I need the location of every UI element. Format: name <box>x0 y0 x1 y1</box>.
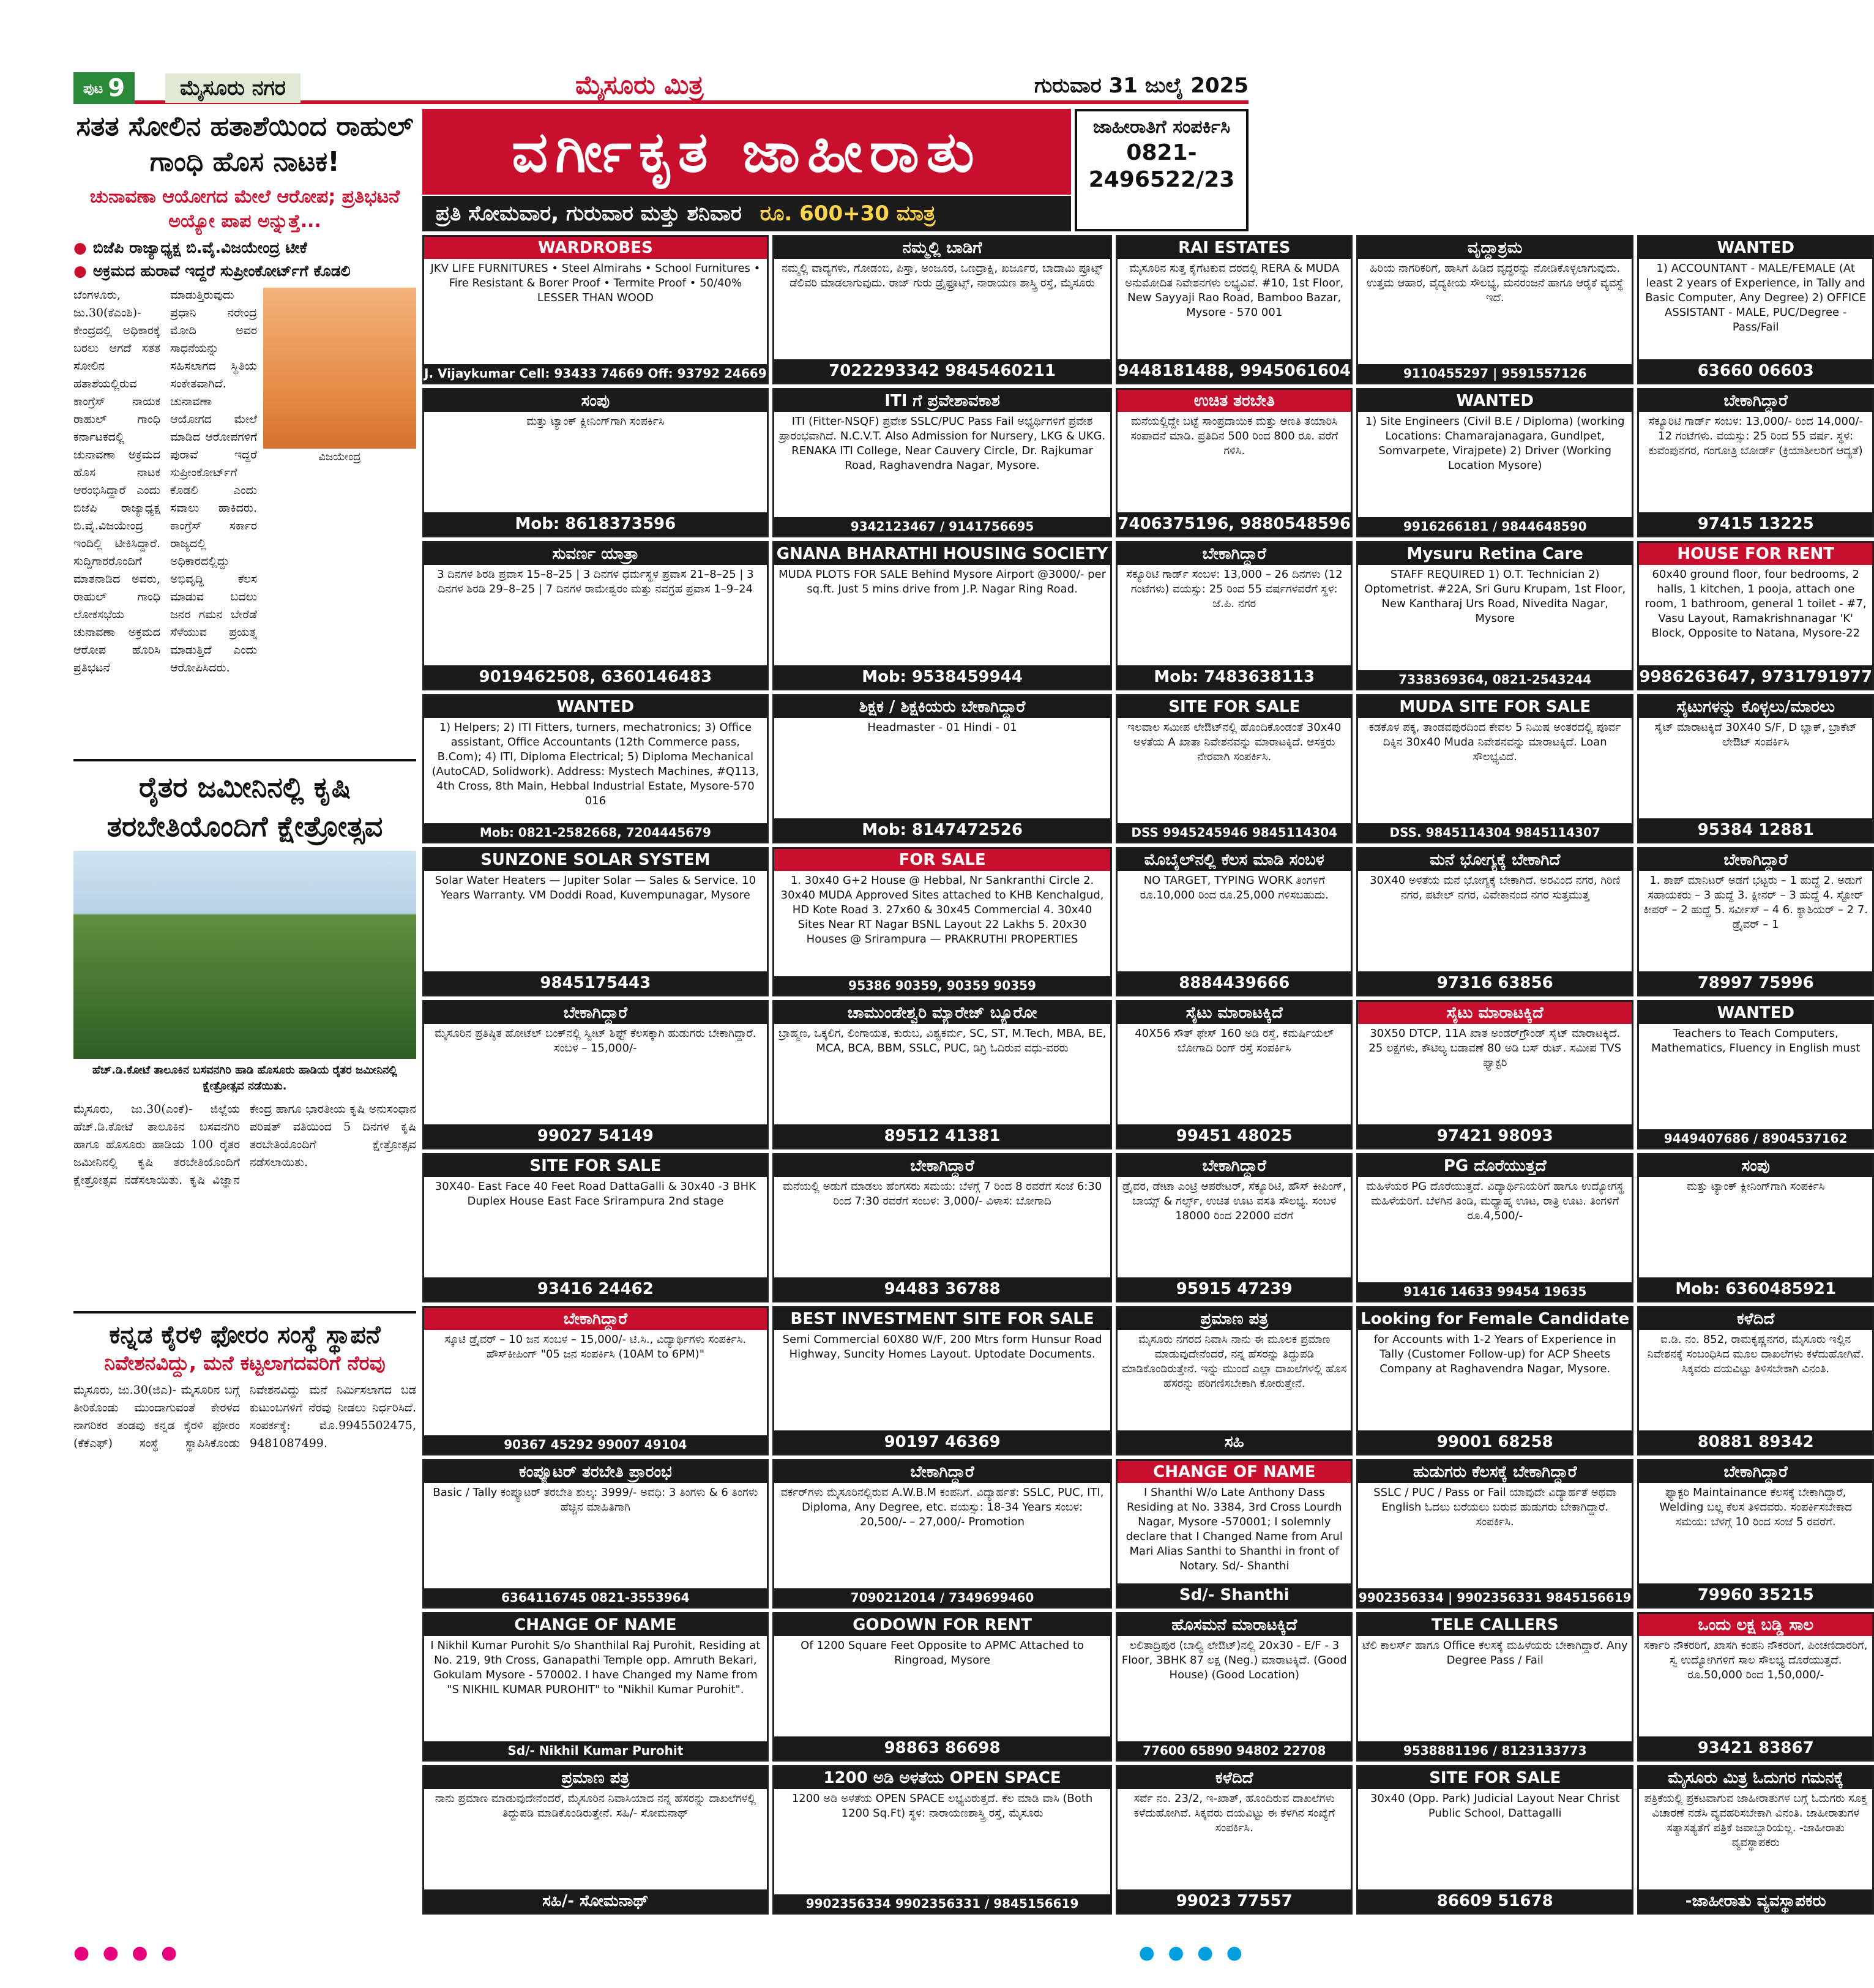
classified-ad <box>422 1612 769 1762</box>
ad-title: ಬೇಕಾಗಿದ್ದಾರೆ <box>1639 1461 1872 1483</box>
ad-phone: 63660 06603 <box>1639 359 1872 383</box>
ad-body: 1200 ಅಡಿ ಅಳತೆಯ OPEN SPACE ಲಭ್ಯವಿರುತ್ತದೆ. ಕೆಲ ಮಾಡಿ ವಾಸಿ (Both 1200 Sq.Ft) ಸ್ಥಳ: ನಾರಾಯಣಶಾಸ್ತ್ರಿ ರಸ್ತೆ, ಮೈಸೂರು <box>791 1792 1093 1820</box>
ad-title: ಚಾಮುಂಡೇಶ್ವರಿ ಮ್ಯಾರೇಜ್ ಬ್ಯೂರೋ <box>774 1002 1111 1024</box>
ad-phone: 9110455297 | 9591557126 <box>1358 364 1632 383</box>
ad-phone: 77600 65890 94802 22708 <box>1118 1741 1351 1760</box>
ad-title: ಬೇಕಾಗಿದ್ದಾರೆ <box>774 1461 1111 1483</box>
ad-body: ಮತ್ತು ಟ್ಯಾಂಕ್ ಕ್ಲೀನಿಂಗ್‌ಗಾಗಿ ಸಂಪರ್ಕಿಸಿ <box>1687 1180 1825 1193</box>
classified-ad <box>772 694 1113 843</box>
classified-ad <box>772 1000 1113 1149</box>
ad-body: ITI (Fitter-NSQF) ಪ್ರವೇಶ SSLC/PUC Pass Fail ಅಭ್ಯರ್ಥಿಗಳಿಗೆ ಪ್ರವೇಶ ಪ್ರಾರಂಭವಾಗಿದೆ. N.C.V.T. Also Admission for Nursery, LKG & UKG. RENAKA ITI College, Near Cauvery Circle, Dr. Rajkumar Road, Raghavendra Nagar, Mysore. <box>778 415 1106 472</box>
ad-phone: 95386 90359, 90359 90359 <box>774 976 1111 995</box>
ad-body: 30X50 DTCP, 11A ಖಾತ ಅಂಡರ್‌ಗ್ರೌಂಡ್ ಸೈಟ್ ಮಾರಾಟಕ್ಕಿದೆ. 25 ಲಕ್ಷಗಳು, ಕೌಟಿಲ್ಯ ಬಡಾವಣೆ 80 ಅಡಿ ಬಸ್ ರುಟ್. ಸಮೀಪ TVS ಫ್ಯಾಕ್ಟರಿ <box>1368 1027 1622 1069</box>
story1-photo <box>263 288 416 465</box>
ad-phone: 78997 75996 <box>1639 971 1872 995</box>
ad-body: ಕಡಕೊಳ ಪಕ್ಕ, ತಾಂಡವಪುರದಿಂದ ಕೇವಲ 5 ನಿಮಿಷ ಅಂತರದಲ್ಲಿ ಪೂರ್ವ ದಿಕ್ಕಿನ 30x40 Muda ನಿವೇಶನವನ್ನು ಮಾರಾಟಕ್ಕಿದೆ. Loan ಸೌಲಭ್ಯವಿದೆ. <box>1368 721 1621 763</box>
ad-body: ಸ್ಕೂಟಿ ಡ್ರೈವರ್ – 10 ಜನ ಸಂಬಳ – 15,000/- ಟಿ.ಸಿ., ವಿದ್ಯಾರ್ಥಿಗಳು ಸಂಪರ್ಕಿಸಿ. ಹೌಸ್‌ಕೀಪಿಂಗ್ "05 ಜನ ಸಂಪರ್ಕಿಸಿ (10AM to 6PM)" <box>444 1333 747 1361</box>
ad-body: for Accounts with 1-2 Years of Experience in Tally (Customer Follow-up) for ACP Sheets Company at Raghavendra Nagar, Mysore. <box>1373 1333 1616 1375</box>
ad-phone: 97316 63856 <box>1358 971 1632 995</box>
ad-phone: 95915 47239 <box>1118 1277 1351 1301</box>
ad-phone: 94483 36788 <box>774 1277 1111 1301</box>
ad-phone: 89512 41381 <box>774 1124 1111 1148</box>
ad-title: ಸೈಟು ಮಾರಾಟಕ್ಕಿದೆ <box>1118 1002 1351 1024</box>
ad-phone: Mob: 8147472526 <box>774 818 1111 842</box>
ad-phone: 99027 54149 <box>424 1124 767 1148</box>
classified-ad <box>1637 1459 1874 1609</box>
classified-ad <box>1116 1000 1353 1149</box>
classified-ad <box>1637 388 1874 537</box>
ad-body: 1) ACCOUNTANT - MALE/FEMALE (At least 2 years of Experience, in Tally and Basic Computer, Any Degree) 2) OFFICE ASSISTANT - MALE, PUC/Degree - Pass/Fail <box>1645 262 1867 334</box>
story3-body: ಮೈಸೂರು, ಜು.30(ಜಿಎ)- ಮೈಸೂರಿನ ಬಗ್ಗೆ ತೀರಿಕೊಂಡು ಮುಂದಾಗುವಂತೆ ಕೇರಳದ ನಾಗರಿಕರ ತಂಡವು ಕನ್ನಡ ಕೈರಳಿ ಫೋರಂ (ಕೆಕೆಎಫ್) ಸಂಸ್ಥೆ ಸ್ಥಾಪಿಸಿಕೊಂಡು ನಿವೇಶನವಿದ್ದು ಮನೆ ನಿರ್ಮಿಸಲಾಗದ ಬಡ ಕುಟುಂಬಗಳಿಗೆ ನೆರವು ನೀಡಲು ನಿರ್ಧರಿಸಿದೆ. ಸಂಪರ್ಕಕ್ಕೆ: ಮೊ.9945502475, 9481087499. <box>73 1383 416 1450</box>
classified-ad <box>1356 694 1633 843</box>
ad-phone: 95384 12881 <box>1639 818 1872 842</box>
ad-phone: 90197 46369 <box>774 1430 1111 1454</box>
story3-subhead: ನಿವೇಶನವಿದ್ದು, ಮನೆ ಕಟ್ಟಲಾಗದವರಿಗೆ ನೆರವು <box>104 1351 386 1375</box>
paper-date: ಗುರುವಾರ 31 ಜುಲೈ 2025 <box>1034 73 1249 98</box>
ad-body: ಮೈಸೂರಿನ ಸುತ್ತ ಕೈಗೆಟಕುವ ದರದಲ್ಲಿ RERA & MUDA ಅನುಮೋದಿತ ನಿವೇಶನಗಳು ಲಭ್ಯವಿವೆ. #10, 1st Floor, New Sayyaji Rao Road, Bamboo Bazar, Mysore - 570 001 <box>1125 262 1344 319</box>
classified-ad <box>1356 847 1633 996</box>
classified-ad <box>422 1153 769 1302</box>
story2-body: ಮೈಸೂರು, ಜು.30(ಎಂಕೆ)- ಜಿಲ್ಲೆಯ ಹೆಚ್.ಡಿ.ಕೋಟೆ ತಾಲೂಕಿನ ಬಸವನಗಿರಿ ಹಾಗೂ ಹೊಸೂರು ಹಾಡಿಯ 100 ರೈತರ ಜಮೀನಿನಲ್ಲಿ ಕೃಷಿ ತರಬೇತಿಯೊಂದಿಗೆ ಕ್ಷೇತ್ರೋತ್ಸವ ನಡೆಸಲಾಯಿತು. ಕೃಷಿ ವಿಜ್ಞಾನ ಕೇಂದ್ರ ಹಾಗೂ ಭಾರತೀಯ ಕೃಷಿ ಅನುಸಂಧಾನ ಪರಿಷತ್ ವತಿಯಿಂದ 5 ದಿನಗಳ ಕೃಷಿ ತರಬೇತಿಯೊಂದಿಗೆ ಕ್ಷೇತ್ರೋತ್ಸವ ನಡೆಸಲಾಯಿತು. <box>73 1102 416 1187</box>
classified-ad <box>1356 1306 1633 1455</box>
classified-ad <box>1356 1000 1633 1149</box>
classified-ad <box>1637 541 1874 690</box>
ad-title: ಸೈಟು ಮಾರಾಟಕ್ಕಿದೆ <box>1358 1002 1632 1024</box>
ad-title: Looking for Female Candidate <box>1358 1308 1632 1330</box>
ad-body: ಸೈಟ್ ಮಾರಾಟಕ್ಕಿದೆ 30X40 S/F, D ಬ್ಲಾಕ್, ಬ್ರಾಕೆಟ್ ಲೇಔಟ್ ಸಂಪರ್ಕಿಸಿ <box>1654 721 1857 749</box>
ad-body: ಸರ್ವೆ ನಂ. 23/2, ಇ-ಖಾತ್, ಹೊಂದಿರುವ ದಾಖಲೆಗಳು ಕಳೆದುಹೋಗಿವೆ. ಸಿಕ್ಕವರು ದಯವಿಟ್ಟು ಈ ಕೆಳಗಿನ ಸಂಖ್ಯೆಗೆ ಸಂಪರ್ಕಿಸಿ. <box>1133 1792 1335 1834</box>
ad-phone: Sd/- Nikhil Kumar Purohit <box>424 1741 767 1760</box>
ad-body: ಸರ್ಕಾರಿ ನೌಕರರಿಗೆ, ಖಾಸಗಿ ಕಂಪನಿ ನೌಕರರಿಗೆ, ಪಿಂಚಣಿದಾರರಿಗೆ, ಸ್ವ ಉದ್ಯೋಗಿಗಳಿಗೆ ಸಾಲ ಸೌಲಭ್ಯ ದೊರೆಯುತ್ತದೆ. ರೂ.50,000 ರಿಂದ 1,50,000/- <box>1643 1639 1868 1681</box>
ad-title: BEST INVESTMENT SITE FOR SALE <box>774 1308 1111 1330</box>
classified-ad <box>1356 235 1633 384</box>
ad-body: ವರ್ಕರ್‌ಗಳು ಮೈಸೂರಿನಲ್ಲಿರುವ A.W.B.M ಕಂಪನಿಗೆ. ವಿದ್ಯಾರ್ಹತೆ: SSLC, PUC, ITI, Diploma, Any Degree, etc. ವಯಸ್ಸು: 18-34 Years ಸಂಬಳ: 20,500/- – 27,000/- Promotion <box>780 1486 1104 1528</box>
classified-ad <box>1637 235 1874 384</box>
ad-title: ಸೈಟುಗಳನ್ನು ಕೊಳ್ಳಲು/ಮಾರಲು <box>1639 696 1872 718</box>
classified-ads-grid <box>422 235 1873 1912</box>
ad-title: MUDA SITE FOR SALE <box>1358 696 1632 718</box>
ad-body: I Shanthi W/o Late Anthony Dass Residing at No. 3384, 3rd Cross Lourdh Nagar, Mysore -570001; I solemnly declare that I Changed Name from Arul Mari Alias Santhi to Shanthi in front of Notary. Sd/- Shanthi <box>1126 1486 1343 1572</box>
ad-body: 1) Site Engineers (Civil B.E / Diploma) (working Locations: Chamarajanagara, Gundlpet, Somvarpete, Virajpete) 2) Driver (Working Location Mysore) <box>1365 415 1625 472</box>
classified-ad <box>1356 1612 1633 1762</box>
ad-phone: DSS 9945245946 9845114304 <box>1118 823 1351 842</box>
ad-body: ಮತ್ತು ಟ್ಯಾಂಕ್ ಕ್ಲೀನಿಂಗ್‌ಗಾಗಿ ಸಂಪರ್ಕಿಸಿ <box>526 415 665 428</box>
classified-title: ವರ್ಗೀಕೃತ ಜಾಹೀರಾತು <box>422 109 1071 195</box>
ad-body: ನಮ್ಮಲ್ಲಿ ವಾದ್ಯಗಳು, ಗೋಡಂಬಿ, ಪಿಸ್ತಾ, ಅಂಜೂರ, ಒಣದ್ರಾಕ್ಷಿ, ಖರ್ಜೂರ, ಬಾದಾಮಿ ಪ್ರೂಟ್ಸ್ ಡೆಲಿವರಿ ಮಾಡಲಾಗುವುದು. ರಾಜ್ ಗುರು ಡ್ರೈಫ್ರೂಟ್ಸ್, ನಾರಾಯಣ ಶಾಸ್ತ್ರಿ ರಸ್ತೆ, ಮೈಸೂರು <box>782 262 1103 290</box>
ad-body: ಟೆಲಿ ಕಾಲರ್ಸ್ ಹಾಗೂ Office ಕೆಲಸಕ್ಕೆ ಮಹಿಳೆಯರು ಬೇಕಾಗಿದ್ದಾರೆ. Any Degree Pass / Fail <box>1362 1639 1628 1667</box>
ad-title: ಹುಡುಗರು ಕೆಲಸಕ್ಕೆ ಬೇಕಾಗಿದ್ದಾರೆ <box>1358 1461 1632 1483</box>
ad-title: SITE FOR SALE <box>424 1155 767 1177</box>
classified-ad <box>422 1765 769 1915</box>
ad-phone: 9916266181 / 9844648590 <box>1358 517 1632 536</box>
ad-body: 3 ದಿನಗಳ ಶಿರಡಿ ಪ್ರವಾಸ 15–8–25 | 3 ದಿನಗಳ ಧರ್ಮಸ್ಥಳ ಪ್ರವಾಸ 21–8–25 | 3 ದಿನಗಳ ಶಿರಡಿ 29–8–25 | 7 ದಿನಗಳ ರಾಮೇಶ್ವರಂ ಮತ್ತು ನವಗ್ರಹ ಪ್ರವಾಸ 1–9–24 <box>437 568 754 596</box>
story2-photo <box>73 851 416 1059</box>
ad-body: MUDA PLOTS FOR SALE Behind Mysore Airport @3000/- per sq.ft. Just 5 mins drive from J.P. Nagar Ring Road. <box>778 568 1106 596</box>
classified-ad <box>422 541 769 690</box>
classified-ad <box>422 694 769 843</box>
ad-body: JKV LIFE FURNITURES • Steel Almirahs • School Furnitures • Fire Resistant & Borer Proof • Termite Proof • 50/40% LESSER THAN WOOD <box>430 262 761 304</box>
ad-title: ಪ್ರಮಾಣ ಪತ್ರ <box>1118 1308 1351 1330</box>
ad-phone: Mob: 0821-2582668, 7204445679 <box>424 823 767 842</box>
story1-subhead: ಚುನಾವಣಾ ಆಯೋಗದ ಮೇಲೆ ಆರೋಪ; ಪ್ರತಿಭಟನೆ ಅಯ್ಯೋ ಪಾಪ ಅನ್ನುತ್ತೆ... <box>89 186 400 232</box>
ad-title: GNANA BHARATHI HOUSING SOCIETY <box>774 543 1111 565</box>
ad-phone: 86609 51678 <box>1358 1889 1632 1913</box>
ad-title: SITE FOR SALE <box>1118 696 1351 718</box>
ad-body: 30X40 ಅಳತೆಯ ಮನೆ ಭೋಗ್ಯಕ್ಕೆ ಬೇಕಾಗಿದೆ. ಅರವಿಂದ ನಗರ, ಗಿರಿಣಿ ನಗರ, ಪಟೇಲ್ ನಗರ, ವಿವೇಕಾನಂದ ನಗರ ಸುತ್ತಮುತ್ತ <box>1370 874 1621 902</box>
classified-ad <box>772 235 1113 384</box>
ad-phone: Mob: 8618373596 <box>424 512 767 536</box>
story1-bullet2: ● ಅಕ್ರಮದ ಹುರಾವೆ ಇದ್ದರೆ ಸುಪ್ರೀಂಕೋರ್ಟ್‌ಗೆ ಕೊಡಲಿ <box>73 262 416 280</box>
ad-body: 1) Helpers; 2) ITI Fitters, turners, mechatronics; 3) Office assistant, Office Accountants (12th Commerce pass, B.Com); 4) ITI, Diploma Electrical; 5) Diploma Mechanical (AutoCAD, Solidwork). Address: Mystech Machines, #Q113, 4th Cross, 8th Main, Hebbal Industrial Estate, Mysore-570 016 <box>431 721 760 807</box>
ad-title: SITE FOR SALE <box>1358 1767 1632 1789</box>
ad-title: WANTED <box>1358 390 1632 412</box>
ad-phone: 9845175443 <box>424 971 767 995</box>
ad-title: ನಮ್ಮಲ್ಲಿ ಬಾಡಿಗೆ <box>774 237 1111 259</box>
ad-body: ಐ.ಡಿ. ನಂ. 852, ರಾಮಕೃಷ್ಣನಗರ, ಮೈಸೂರು ಇಲ್ಲಿನ ನಿವೇಶನಕ್ಕೆ ಸಂಬಂಧಿಸಿದ ಮೂಲ ದಾಖಲೆಗಳು ಕಳೆದುಹೋಗಿವೆ. ಸಿಕ್ಕವರು ದಯವಿಟ್ಟು ತಿಳಿಸಬೇಕಾಗಿ ವಿನಂತಿ. <box>1647 1333 1864 1375</box>
print-color-marks: ● ● ● ● <box>1138 1942 1246 1964</box>
ad-title: ವೃದ್ಧಾಶ್ರಮ <box>1358 237 1632 259</box>
page-prefix: ಪುಟ <box>83 81 103 97</box>
ad-title: ಸಂಪು <box>1639 1155 1872 1177</box>
ad-phone: 9902356334 | 9902356331 9845156619 <box>1358 1588 1632 1607</box>
ad-phone: 8884439666 <box>1118 971 1351 995</box>
ad-body: STAFF REQUIRED 1) O.T. Technician 2) Optometrist. #22A, Sri Guru Krupam, 1st Floor, New Kantharaj Urs Road, Nivedita Nagar, Mysore <box>1364 568 1626 625</box>
ad-phone: 97415 13225 <box>1639 512 1872 536</box>
ad-title: HOUSE FOR RENT <box>1639 543 1872 565</box>
ad-body: ಹಿರಿಯ ನಾಗರಿಕರಿಗೆ, ಹಾಸಿಗೆ ಹಿಡಿದ ವೃದ್ಧರನ್ನು ನೋಡಿಕೊಳ್ಳಲಾಗುವುದು. ಉತ್ತಮ ಆಹಾರ, ವೈದ್ಯಕೀಯ ಸೌಲಭ್ಯ, ಮನರಂಜನೆ ಹಾಗೂ ಆರೈಕೆ ವ್ಯವಸ್ಥೆ ಇದೆ. <box>1366 262 1624 304</box>
classified-ad <box>1356 1765 1633 1915</box>
ad-phone: J. Vijaykumar Cell: 93433 74669 Off: 93792 24669 <box>424 364 767 383</box>
ad-title: ಬೇಕಾಗಿದ್ದಾರೆ <box>1118 1155 1351 1177</box>
ad-body: ಇಲವಾಲ ಸಮೀಪ ಲೇಔಟ್‌ನಲ್ಲಿ ಹೊಂದಿಕೊಂಡಂತೆ 30x40 ಅಳತೆಯ A ಖಾತಾ ನಿವೇಶನವನ್ನು ಮಾರಾಟಕ್ಕಿದೆ. ಆಸಕ್ತರು ನೇರವಾಗಿ ಸಂಪರ್ಕಿಸಿ. <box>1127 721 1342 763</box>
ad-phone: 99001 68258 <box>1358 1430 1632 1454</box>
ad-body: I Nikhil Kumar Purohit S/o Shanthilal Raj Purohit, Residing at No. 219, 9th Cross, Ganapathi Temple opp. Amruth Bekari, Gokulam Mysore - 570002. I have Changed my Name from "S NIKHIL KUMAR PUROHIT" to "Nikhil Kumar Purohit". <box>430 1639 761 1696</box>
classified-ad <box>1356 541 1633 690</box>
ad-body: ಲಲಿತಾದ್ರಿಪುರ (ಬಾಲ್ವಿ ಲೇಔಟ್)ನಲ್ಲಿ 20x30 - E/F - 3 Floor, 3BHK 87 ಲಕ್ಷ (Neg.) ಮಾರಾಟಕ್ಕಿದೆ. (Good House) (Good Location) <box>1121 1639 1347 1681</box>
news-column <box>73 109 416 1896</box>
classified-ad <box>1637 1765 1874 1915</box>
ad-title: ಬೇಕಾಗಿದ್ದಾರೆ <box>1639 390 1872 412</box>
section-name: ಮೈಸೂರು ನಗರ <box>165 73 301 103</box>
classified-ad <box>772 1459 1113 1609</box>
ad-title: ಮೈಸೂರು ಮಿತ್ರ ಓದುಗರ ಗಮನಕ್ಕೆ <box>1639 1767 1872 1789</box>
story1-body: ಬೆಂಗಳೂರು, ಜು.30(ಕೆಎಂಶಿ)- ಕೇಂದ್ರದಲ್ಲಿ ಅಧಿಕಾರಕ್ಕೆ ಬರಲು ಆಗದೆ ಸತತ ಸೋಲಿನ ಹತಾಶೆಯಲ್ಲಿರುವ ಕಾಂಗ್ರೆಸ್ ನಾಯಕ ರಾಹುಲ್ ಗಾಂಧಿ ಕರ್ನಾಟಕದಲ್ಲಿ ಚುನಾವಣಾ ಅಕ್ರಮದ ಹೊಸ ನಾಟಕ ಆರಂಭಿಸಿದ್ದಾರೆ ಎಂದು ಬಿಜೆಪಿ ರಾಜ್ಯಾಧ್ಯಕ್ಷ ಬಿ.ವೈ.ವಿಜಯೇಂದ್ರ ಇಂದಿಲ್ಲಿ ಟೀಕಿಸಿದ್ದಾರೆ. ಸುದ್ದಿಗಾರರೊಂದಿಗೆ ಮಾತನಾಡಿದ ಅವರು, ರಾಹುಲ್ ಗಾಂಧಿ ಲೋಕಸಭೆಯ ಚುನಾವಣಾ ಅಕ್ರಮದ ಆರೋಪ ಹೊರಿಸಿ ಪ್ರತಿಭಟನೆ ಮಾಡುತ್ತಿರುವುದು ಪ್ರಧಾನಿ ನರೇಂದ್ರ ಮೋದಿ ಅವರ ಸಾಧನೆಯನ್ನು ಸಹಿಸಲಾಗದ ಸ್ಥಿತಿಯ ಸಂಕೇತವಾಗಿದೆ. ಚುನಾವಣಾ ಆಯೋಗದ ಮೇಲೆ ಮಾಡಿದ ಆರೋಪಗಳಿಗೆ ಪುರಾವೆ ಇದ್ದರೆ ಸುಪ್ರೀಂಕೋರ್ಟ್‌ಗೆ ಕೊಡಲಿ ಎಂದು ಸವಾಲು ಹಾಕಿದರು. ಕಾಂಗ್ರೆಸ್ ಸರ್ಕಾರ ರಾಜ್ಯದಲ್ಲಿ ಅಧಿಕಾರದಲ್ಲಿದ್ದು ಅಭಿವೃದ್ಧಿ ಕೆಲಸ ಮಾಡುವ ಬದಲು ಜನರ ಗಮನ ಬೇರೆಡೆ ಸೆಳೆಯುವ ಪ್ರಯತ್ನ ಮಾಡುತ್ತಿದೆ ಎಂದು ಆರೋಪಿಸಿದರು. <box>73 288 257 674</box>
ad-title: WANTED <box>1639 1002 1872 1024</box>
ad-body: Teachers to Teach Computers, Mathematics, Fluency in English must <box>1651 1027 1861 1055</box>
story3-headline: ಕನ್ನಡ ಕೈರಳಿ ಫೋರಂ ಸಂಸ್ಥೆ ಸ್ಥಾಪನೆ <box>73 1311 416 1351</box>
classified-ad <box>1356 1459 1633 1609</box>
ad-body: Headmaster - 01 Hindi - 01 <box>867 721 1017 734</box>
ad-phone: ಸಹಿ <box>1118 1430 1351 1454</box>
story1-photo-caption: ವಿಜಯೇಂದ್ರ <box>263 449 416 465</box>
ad-body: 60x40 ground floor, four bedrooms, 2 halls, 1 kitchen, 1 pooja, attach one room, 1 bathroom, general 1 toilet - #7, Vasu Layout, Ramakrishnanagar 'K' Block, Opposite to Natana, Mysore-22 <box>1644 568 1867 640</box>
ad-title: FOR SALE <box>774 849 1111 871</box>
classified-ad <box>772 1153 1113 1302</box>
ad-body: 40X56 ಸೌತ್ ಫೇಸ್ 160 ಅಡಿ ರಸ್ತೆ, ಕಮರ್ಷಿಯಲ್ ಬೋಗಾದಿ ರಿಂಗ್ ರಸ್ತೆ ಸಂಪರ್ಕಿಸಿ <box>1135 1027 1334 1055</box>
rate-text: ರೂ. 600+30 ಮಾತ್ರ <box>760 201 936 226</box>
ad-phone: 7022293342 9845460211 <box>774 359 1111 383</box>
classified-ad <box>772 388 1113 537</box>
classified-ad <box>1637 847 1874 996</box>
ad-body: 1. 30x40 G+2 House @ Hebbal, Nr Sankranthi Circle 2. 30x40 MUDA Approved Sites attached to KHB Kenchalgud, HD Kote Road 3. 27x60 & 30x45 Commercial 4. 30x40 Sites Near RT Nagar BSNL Layout 22 Lakhs 5. 20x30 Houses @ Srirampura — PRAKRUTHI PROPERTIES <box>780 874 1104 946</box>
ad-body: NO TARGET, TYPING WORK ತಿಂಗಳಿಗೆ ರೂ.10,000 ರಿಂದ ರೂ.25,000 ಗಳಿಸಬಹುದು. <box>1140 874 1329 902</box>
ad-phone: 93421 83867 <box>1639 1736 1872 1760</box>
ad-title: RAI ESTATES <box>1118 237 1351 259</box>
ad-body: 30x40 (Opp. Park) Judicial Layout Near Christ Public School, Dattagalli <box>1370 1792 1620 1820</box>
ad-title: ಸಂಪು <box>424 390 767 412</box>
classified-ad <box>1116 694 1353 843</box>
masthead <box>73 67 1249 104</box>
ad-phone: -ಜಾಹೀರಾತು ವ್ಯವಸ್ಥಾಪಕರು <box>1639 1889 1872 1913</box>
story1-headline: ಸತತ ಸೋಲಿನ ಹತಾಶೆಯಿಂದ ರಾಹುಲ್ ಗಾಂಧಿ ಹೊಸ ನಾಟಕ! <box>76 111 414 177</box>
classified-ad <box>1116 388 1353 537</box>
ad-body: ಮನೆಯಲ್ಲಿ ಅಡುಗೆ ಮಾಡಲು ಹೆಂಗಸರು ಸಮಯ: ಬೆಳಗ್ಗೆ 7 ರಿಂದ 8 ರವರೆಗೆ ಸಂಜೆ 6:30 ರಿಂದ 7:30 ರವರೆಗೆ ಸಂಬಳ: 3,000/- ವಿಳಾಸ: ಬೋಗಾದಿ <box>782 1180 1102 1208</box>
ad-title: GODOWN FOR RENT <box>774 1614 1111 1636</box>
ad-body: ಫ್ಯಾಕ್ಟರಿ Maintainance ಕೆಲಸಕ್ಕೆ ಬೇಕಾಗಿದ್ದಾರೆ, Welding ಬಲ್ಲ ಕೆಲಸ ತಿಳಿದವರು. ಸಂಪರ್ಕಿಸಬೇಕಾದ ಸಮಯ: ಬೆಳಗ್ಗೆ 10 ರಿಂದ ಸಂಜೆ 5 ರವರೆಗೆ. <box>1659 1486 1852 1528</box>
ad-body: ಮನೆಯಲ್ಲಿದ್ದೇ ಬಟ್ಟೆ ಸಾಂಪ್ರದಾಯಿಕ ಮತ್ತು ಆಣತಿ ತಯಾರಿಸಿ ಸಂಪಾದನೆ ಮಾಡಿ. ಪ್ರತಿದಿನ 500 ರಿಂದ 800 ರೂ. ವರೆಗೆ ಗಳಿಸಿ. <box>1130 415 1338 457</box>
classified-ad <box>772 847 1113 996</box>
ad-body: ಮೈಸೂರಿನ ಪ್ರತಿಷ್ಠಿತ ಹೋಟೆಲ್ ಬಂಕ್‌ನಲ್ಲಿ ಸ್ವೀಟ್ ಶಿಫ್ಟ್ ಕೆಲಸಕ್ಕಾಗಿ ಹುಡುಗರು ಬೇಕಾಗಿದ್ದಾರೆ. ಸಂಬಳ – 15,000/- <box>435 1027 756 1055</box>
ad-phone: 9538881196 / 8123133773 <box>1358 1741 1632 1760</box>
ad-body: ಬ್ರಾಹ್ಮಣ, ಒಕ್ಕಲಿಗ, ಲಿಂಗಾಯತ, ಕುರುಬ, ವಿಶ್ವಕರ್ಮ, SC, ST, M.Tech, MBA, BE, MCA, BCA, BBM, SSLC, PUC, ಡಿಗ್ರಿ ಓದಿರುವ ವಧು-ವರರು <box>778 1027 1107 1055</box>
ad-body: Semi Commercial 60X80 W/F, 200 Mtrs form Hunsur Road Highway, Suncity Homes Layout. Uptodate Documents. <box>782 1333 1102 1361</box>
ad-body: ಸೆಕ್ಯೂರಿಟಿ ಗಾರ್ಡ್ ಸಂಬಳ: 13,000 – 26 ದಿನಗಳು (12 ಗಂಟೆಗಳು) ವಯಸ್ಸು: 25 ರಿಂದ 55 ವರ್ಷಗಳವರೆಗೆ ಸ್ಥಳ: ಜೆ.ಪಿ. ನಗರ <box>1126 568 1343 610</box>
ad-phone: Mob: 6360485921 <box>1639 1277 1872 1301</box>
ad-title: ಉಚಿತ ತರಬೇತಿ <box>1118 390 1351 412</box>
ad-title: ಕಂಪ್ಯೂಟರ್ ತರಬೇತಿ ಪ್ರಾರಂಭ <box>424 1461 767 1483</box>
ad-title: ಬೇಕಾಗಿದ್ದಾರೆ <box>1118 543 1351 565</box>
ad-phone: 9019462508, 6360146483 <box>424 665 767 689</box>
classified-ad <box>1637 1000 1874 1149</box>
classified-ad <box>1356 388 1633 537</box>
classified-ad <box>1116 541 1353 690</box>
contact-label: ಜಾಹೀರಾತಿಗೆ ಸಂಪರ್ಕಿಸಿ <box>1092 116 1231 138</box>
ad-phone: 9986263647, 9731791977 <box>1639 665 1872 689</box>
classified-ad <box>1637 1306 1874 1455</box>
classified-schedule <box>422 196 1071 231</box>
ad-phone: 6364116745 0821-3553964 <box>424 1588 767 1607</box>
classified-ad <box>422 1306 769 1455</box>
ad-phone: 9342123467 / 9141756695 <box>774 517 1111 536</box>
ad-title: WARDROBES <box>424 237 767 259</box>
ad-phone: ಸಹಿ/- ಸೋಮನಾಥ್ <box>424 1889 767 1913</box>
ad-body: ಮಹಿಳೆಯರ PG ದೊರೆಯುತ್ತದೆ. ವಿದ್ಯಾರ್ಥಿನಿಯರಿಗೆ ಹಾಗೂ ಉದ್ಯೋಗಸ್ಥ ಮಹಿಳೆಯರಿಗೆ. ಬೆಳಗಿನ ತಿಂಡಿ, ಮಧ್ಯಾಹ್ನ ಊಟ, ರಾತ್ರಿ ಊಟ. ತಿಂಗಳಿಗೆ ರೂ.4,500/- <box>1366 1180 1624 1222</box>
ad-phone: 80881 89342 <box>1639 1430 1872 1454</box>
classified-ad <box>1116 1459 1353 1609</box>
ad-title: ಕಳೆದಿದೆ <box>1118 1767 1351 1789</box>
classified-ad <box>772 1765 1113 1915</box>
classified-header <box>422 109 1071 231</box>
ad-title: PG ದೊರೆಯುತ್ತದೆ <box>1358 1155 1632 1177</box>
ad-title: ಬೇಕಾಗಿದ್ದಾರೆ <box>424 1308 767 1330</box>
ad-title: ಪ್ರಮಾಣ ಪತ್ರ <box>424 1767 767 1789</box>
classified-ad <box>1356 1153 1633 1302</box>
classified-ad <box>422 1000 769 1149</box>
page-number: 9 <box>108 74 125 102</box>
ad-body: 30X40- East Face 40 Feet Road DattaGalli & 30x40 -3 BHK Duplex House East Face Srirampura 2nd stage <box>435 1180 756 1208</box>
ad-body: SSLC / PUC / Pass or Fail ಯಾವುದೇ ವಿದ್ಯಾರ್ಹತೆ ಅಥವಾ English ಓದಲು ಬರೆಯಲು ಬರುವ ಹುಡುಗರು ಬೇಕಾಗಿದ್ದಾರೆ. ಸಂಪರ್ಕಿಸಿ. <box>1373 1486 1617 1528</box>
ad-phone: 79960 35215 <box>1639 1583 1872 1607</box>
ad-phone: 9449407686 / 8904537162 <box>1639 1129 1872 1148</box>
classified-ad <box>772 1612 1113 1762</box>
ad-body: 1. ಶಾಪ್ ಮಾನಿಟರ್ ಅಡಗೆ ಭಟ್ಟರು – 1 ಹುದ್ದೆ 2. ಅಡುಗೆ ಸಹಾಯಕರು – 3 ಹುದ್ದೆ 3. ಕ್ಲೀನರ್ – 3 ಹುದ್ದೆ 4. ಸ್ಟೋರ್ ಕೀಪರ್ – 2 ಹುದ್ದೆ 5. ಸರ್ವೀಸ್ – 4 6. ಕ್ಯಾಶಿಯರ್ – 2 7. ಡ್ರೈವರ್ – 1 <box>1643 874 1868 931</box>
ad-title: ಸುವರ್ಣ ಯಾತ್ರಾ <box>424 543 767 565</box>
classified-ad <box>1637 1612 1874 1762</box>
ad-title: SUNZONE SOLAR SYSTEM <box>424 849 767 871</box>
ad-phone: 7406375196, 9880548596 <box>1118 512 1351 536</box>
ad-phone: 9902356334 9902356331 / 9845156619 <box>774 1894 1111 1913</box>
ad-title: TELE CALLERS <box>1358 1614 1632 1636</box>
ad-title: ಮನೆ ಭೋಗ್ಯಕ್ಕೆ ಬೇಕಾಗಿದೆ <box>1358 849 1632 871</box>
classified-ad <box>1637 694 1874 843</box>
classified-ad <box>1116 1306 1353 1455</box>
ad-phone: 99023 77557 <box>1118 1889 1351 1913</box>
ad-title: CHANGE OF NAME <box>424 1614 767 1636</box>
ad-title: ಒಂದು ಲಕ್ಷ ಬಡ್ಡಿ ಸಾಲ <box>1639 1614 1872 1636</box>
ad-title: Mysuru Retina Care <box>1358 543 1632 565</box>
ad-body: ಮೈಸೂರು ನಗರದ ನಿವಾಸಿ ನಾನು ಈ ಮೂಲಕ ಪ್ರಮಾಣ ಮಾಡುವುದೇನೆಂದರೆ, ನನ್ನ ಹೆಸರನ್ನು ತಿದ್ದುಪಡಿ ಮಾಡಿಕೊಂಡಿರುತ್ತೇನೆ. ಇನ್ನು ಮುಂದೆ ಎಲ್ಲಾ ದಾಖಲೆಗಳಲ್ಲಿ ಹೊಸ ಹೆಸರನ್ನು ಪರಿಗಣಿಸಬೇಕಾಗಿ ಕೋರುತ್ತೇನೆ. <box>1122 1333 1347 1390</box>
classified-ad <box>1116 1153 1353 1302</box>
ad-title: CHANGE OF NAME <box>1118 1461 1351 1483</box>
paper-name: ಮೈಸೂರು ಮಿತ್ರ <box>575 70 704 100</box>
classified-ad <box>772 1306 1113 1455</box>
ad-phone: 7338369364, 0821-2543244 <box>1358 670 1632 689</box>
classified-ad <box>422 1459 769 1609</box>
contact-phone: 0821-2496522/23 <box>1088 140 1235 192</box>
ad-title: 1200 ಅಡಿ ಅಳತೆಯ OPEN SPACE <box>774 1767 1111 1789</box>
classified-ad <box>1116 235 1353 384</box>
contact-box <box>1075 109 1249 231</box>
ad-phone: Sd/- Shanthi <box>1118 1583 1351 1607</box>
story2-headline: ರೈತರ ಜಮೀನಿನಲ್ಲಿ ಕೃಷಿ ತರಬೇತಿಯೊಂದಿಗೆ ಕ್ಷೇತ್ರೋತ್ಸವ <box>73 759 416 846</box>
ad-title: WANTED <box>424 696 767 718</box>
ad-phone: DSS. 9845114304 9845114307 <box>1358 823 1632 842</box>
ad-phone: 90367 45292 99007 49104 <box>424 1435 767 1454</box>
classified-ad <box>1116 1612 1353 1762</box>
ad-body: Solar Water Heaters — Jupiter Solar — Sales & Service. 10 Years Warranty. VM Doddi Road, Kuvempunagar, Mysore <box>435 874 756 902</box>
ad-body: Basic / Tally ಕಂಪ್ಯೂಟರ್ ತರಬೇತಿ ಶುಲ್ಕ: 3999/- ಅವಧಿ: 3 ತಿಂಗಳು & 6 ತಿಂಗಳು ಹೆಚ್ಚಿನ ಮಾಹಿತಿಗಾಗಿ <box>433 1486 758 1514</box>
ad-body: ಸೆಕ್ಯೂರಿಟಿ ಗಾರ್ಡ್ ಸಂಬಳ: 13,000/- ರಿಂದ 14,000/- 12 ಗಂಟೆಗಳು. ವಯಸ್ಸು: 25 ರಿಂದ 55 ವರ್ಷ. ಸ್ಥಳ: ಕುವೆಂಪುನಗರ, ಗಂಗೋತ್ರಿ ಬೋರ್ಡ್ (ಕ್ರಿಯಾಶೀಲರಿಗೆ ಆದ್ಯತೆ) <box>1648 415 1864 457</box>
ad-title: ಶಿಕ್ಷಕ / ಶಿಕ್ಷಕಿಯರು ಬೇಕಾಗಿದ್ದಾರೆ <box>774 696 1111 718</box>
page-number-badge <box>73 72 135 104</box>
ad-title: WANTED <box>1639 237 1872 259</box>
ad-title: ITI ಗೆ ಪ್ರವೇಶಾವಕಾಶ <box>774 390 1111 412</box>
story2-caption: ಹೆಚ್.ಡಿ.ಕೋಟೆ ತಾಲೂಕಿನ ಬಸವನಗಿರಿ ಹಾಡಿ ಹೊಸೂರು ಹಾಡಿಯ ರೈತರ ಜಮೀನಿನಲ್ಲಿ ಕ್ಷೇತ್ರೋತ್ಸವ ನಡೆಯಿತು. <box>92 1064 398 1093</box>
classified-ad <box>1637 1153 1874 1302</box>
ad-phone: 98863 86698 <box>774 1736 1111 1760</box>
ad-body: ಪತ್ರಿಕೆಯಲ್ಲಿ ಪ್ರಕಟವಾಗುವ ಜಾಹೀರಾತುಗಳ ಬಗ್ಗೆ ಓದುಗರು ಸೂಕ್ತ ವಿಚಾರಣೆ ನಡೆಸಿ ವ್ಯವಹರಿಸಬೇಕಾಗಿ ವಿನಂತಿ. ಜಾಹೀರಾತುಗಳ ಸತ್ಯಾಸತ್ಯತೆಗೆ ಪತ್ರಿಕೆ ಜವಾಬ್ದಾರಿಯಲ್ಲ. -ಜಾಹೀರಾತು ವ್ಯವಸ್ಥಾಪಕರು <box>1644 1792 1867 1849</box>
story1-bullet1: ● ಬಿಜೆಪಿ ರಾಜ್ಯಾಧ್ಯಕ್ಷ ಬಿ.ವೈ.ವಿಜಯೇಂದ್ರ ಟೀಕೆ <box>73 239 416 257</box>
classified-ad <box>772 541 1113 690</box>
ad-title: ಕಳೆದಿದೆ <box>1639 1308 1872 1330</box>
ad-body: ಡ್ರೈವರ, ಡೇಟಾ ಎಂಟ್ರಿ ಆಪರೇಟರ್, ಸೆಕ್ಯೂರಿಟಿ, ಹೌಸ್ ಕೀಪಿಂಗ್, ಬಾಯ್ಸ್ & ಗರ್ಲ್ಸ್, ಉಚಿತ ಊಟ ವಸತಿ ಸೌಲಭ್ಯ. ಸಂಬಳ 18000 ರಿಂದ 22000 ವರೆಗೆ <box>1122 1180 1346 1222</box>
classified-ad <box>422 235 769 384</box>
ad-phone: 93416 24462 <box>424 1277 767 1301</box>
ad-title: ಮೊಬೈಲ್‌ನಲ್ಲಿ ಕೆಲಸ ಮಾಡಿ ಸಂಬಳ <box>1118 849 1351 871</box>
ad-phone: 97421 98093 <box>1358 1124 1632 1148</box>
ad-phone: 9448181488, 9945061604 <box>1118 359 1351 383</box>
schedule-text: ಪ್ರತಿ ಸೋಮವಾರ, ಗುರುವಾರ ಮತ್ತು ಶನಿವಾರ <box>436 201 742 226</box>
classified-ad <box>422 847 769 996</box>
ad-phone: 99451 48025 <box>1118 1124 1351 1148</box>
ad-phone: 7090212014 / 7349699460 <box>774 1588 1111 1607</box>
ad-phone: 91416 14633 99454 19635 <box>1358 1282 1632 1301</box>
ad-body: ನಾನು ಪ್ರಮಾಣ ಮಾಡುವುದೇನೆಂದರೆ, ಮೈಸೂರಿನ ನಿವಾಸಿಯಾದ ನನ್ನ ಹೆಸರನ್ನು ದಾಖಲೆಗಳಲ್ಲಿ ತಿದ್ದುಪಡಿ ಮಾಡಿಕೊಂಡಿರುತ್ತೇನೆ. ಸಹಿ/- ಸೋಮನಾಥ್ <box>435 1792 756 1820</box>
ad-title: ಬೇಕಾಗಿದ್ದಾರೆ <box>774 1155 1111 1177</box>
ad-phone: Mob: 7483638113 <box>1118 665 1351 689</box>
classified-ad <box>1116 847 1353 996</box>
ad-title: ಬೇಕಾಗಿದ್ದಾರೆ <box>424 1002 767 1024</box>
classified-ad <box>422 388 769 537</box>
ad-title: ಹೊಸಮನೆ ಮಾರಾಟಕ್ಕಿದೆ <box>1118 1614 1351 1636</box>
ad-phone: Mob: 9538459944 <box>774 665 1111 689</box>
ad-body: Of 1200 Square Feet Opposite to APMC Attached to Ringroad, Mysore <box>801 1639 1084 1667</box>
ad-title: ಬೇಕಾಗಿದ್ದಾರೆ <box>1639 849 1872 871</box>
print-color-marks: ● ● ● ● <box>73 1942 181 1964</box>
classified-ad <box>1116 1765 1353 1915</box>
